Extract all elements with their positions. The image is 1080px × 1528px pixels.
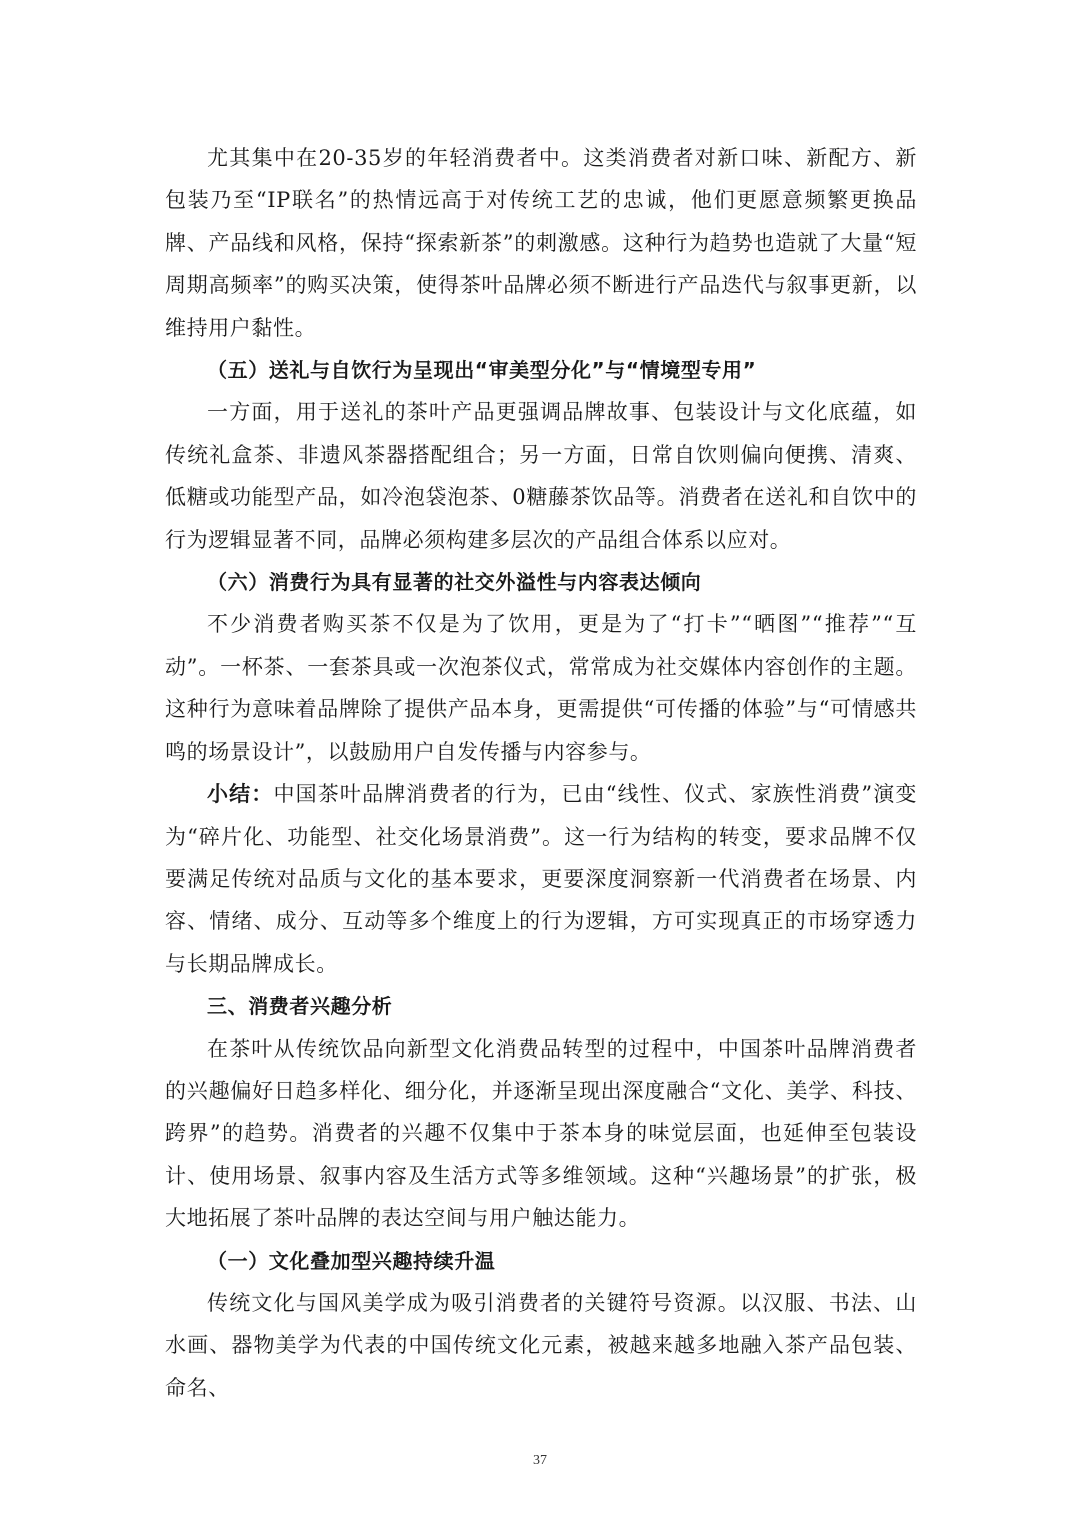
page-number: 37 [533,1453,547,1468]
summary-text: 中国茶叶品牌消费者的行为，已由“线性、仪式、家族性消费”演变为“碎片化、功能型、社交化场景消费”。这一行为结构的转变，要求品牌不仅要满足传统对品质与文化的基本要求，更要深度洞察新一代消费者在场景、内容、情绪、成分、互动等多个维度上的行为逻辑，方可实现真正的市场穿透力与长期品牌成长。 [165,782,917,976]
body-paragraph: 在茶叶从传统饮品向新型文化消费品转型的过程中，中国茶叶品牌消费者的兴趣偏好日趋多样化、细分化，并逐渐呈现出深度融合“文化、美学、科技、跨界”的趋势。消费者的兴趣不仅集中于茶本身的味觉层面，也延伸至包装设计、使用场景、叙事内容及生活方式等多维领域。这种“兴趣场景”的扩张，极大地拓展了茶叶品牌的表达空间与用户触达能力。 [165,1036,917,1231]
summary-paragraph [165,773,917,985]
summary-lead: 小结： [207,782,274,807]
body-paragraph: 尤其集中在20-35岁的年轻消费者中。这类消费者对新口味、新配方、新包装乃至“IP联名”的热情远高于对传统工艺的忠诚，他们更愿意频繁更换品牌、产品线和风格，保持“探索新茶”的刺激感。这种行为趋势也造就了大量“短周期高频率”的购买决策，使得茶叶品牌必须不断进行产品迭代与叙事更新，以维持用户黏性。 [165,146,917,340]
body-paragraph: 传统文化与国风美学成为吸引消费者的关键符号资源。以汉服、书法、山水画、器物美学为代表的中国传统文化元素，被越来越多地融入茶产品包装、命名、 [165,1290,917,1400]
section-heading-5: （五）送礼与自饮行为呈现出“审美型分化”与“情境型专用” [207,358,757,383]
page-body [165,137,917,1409]
section-heading-1: （一）文化叠加型兴趣持续升温 [207,1248,496,1273]
chapter-heading-3: 三、消费者兴趣分析 [207,994,393,1019]
section-heading-6: （六）消费行为具有显著的社交外溢性与内容表达倾向 [207,570,702,595]
body-paragraph: 一方面，用于送礼的茶叶产品更强调品牌故事、包装设计与文化底蕴，如传统礼盒茶、非遗风茶器搭配组合；另一方面，日常自饮则偏向便携、清爽、低糖或功能型产品，如冷泡袋泡茶、0糖藤茶饮品等。消费者在送礼和自饮中的行为逻辑显著不同，品牌必须构建多层次的产品组合体系以应对。 [165,400,917,552]
body-paragraph: 不少消费者购买茶不仅是为了饮用，更是为了“打卡”“晒图”“推荐”“互动”。一杯茶、一套茶具或一次泡茶仪式，常常成为社交媒体内容创作的主题。这种行为意味着品牌除了提供产品本身，更需提供“可传播的体验”与“可情感共鸣的场景设计”，以鼓励用户自发传播与内容参与。 [165,612,917,764]
